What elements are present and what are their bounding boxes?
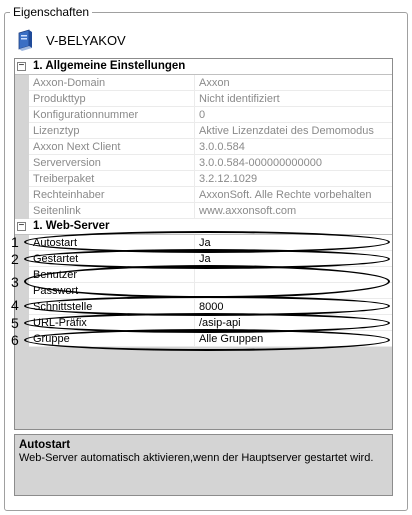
property-name: Treiberpaket	[29, 171, 195, 187]
property-name: Schnittstelle	[29, 299, 195, 315]
property-value: Aktive Lizenzdatei des Demomodus	[195, 123, 392, 139]
annotation-number: 3	[11, 274, 19, 290]
property-row-config-number[interactable]	[15, 107, 392, 123]
property-name: Produkttyp	[29, 91, 195, 107]
object-header	[16, 28, 126, 52]
property-name: Serverversion	[29, 155, 195, 171]
property-name: Lizenztyp	[29, 123, 195, 139]
property-name: Konfigurationnummer	[29, 107, 195, 123]
property-value[interactable]: Ja	[195, 251, 392, 267]
property-row-driver-pack[interactable]	[15, 171, 392, 187]
annotation-ellipse	[24, 265, 390, 298]
annotation-number: 4	[11, 297, 19, 313]
category-label: 1. Web-Server	[33, 220, 110, 232]
annotation-number: 2	[11, 251, 19, 267]
property-name: URL-Präfix	[29, 315, 195, 331]
property-value[interactable]: 8000	[195, 299, 392, 315]
annotation-number: 5	[11, 315, 19, 331]
object-name: V-BELYAKOV	[46, 32, 126, 48]
property-value: 3.2.12.1029	[195, 171, 392, 187]
property-value: Axxon	[195, 75, 392, 91]
property-row-next-client[interactable]	[15, 139, 392, 155]
category-label: 1. Allgemeine Einstellungen	[33, 60, 186, 72]
property-name: Axxon Next Client	[29, 139, 195, 155]
description-text: Web-Server automatisch aktivieren,wenn der Hauptserver gestartet wird.	[19, 452, 374, 464]
collapse-icon[interactable]: −	[18, 61, 25, 72]
property-name: Gruppe	[29, 331, 195, 347]
property-name: Passwort	[29, 283, 195, 299]
annotation-number: 1	[11, 234, 19, 250]
annotation-number: 6	[11, 332, 19, 348]
property-name: Seitenlink	[29, 203, 195, 219]
property-row-product-type[interactable]	[15, 91, 392, 107]
property-value[interactable]: /asip-api	[195, 315, 392, 331]
property-row-copyright[interactable]	[15, 187, 392, 203]
property-name: Rechteinhaber	[29, 187, 195, 203]
property-value: 3.0.0.584	[195, 139, 392, 155]
property-row-website[interactable]	[15, 203, 392, 219]
panel-title: Eigenschaften	[10, 5, 92, 19]
property-name: Axxon-Domain	[29, 75, 195, 91]
property-value: www.axxonsoft.com	[195, 203, 392, 219]
property-value: AxxonSoft. Alle Rechte vorbehalten	[195, 187, 392, 203]
property-value[interactable]: Ja	[195, 235, 392, 251]
property-row-server-version[interactable]	[15, 155, 392, 171]
property-value: 3.0.0.584-000000000000	[195, 155, 392, 171]
collapse-icon[interactable]: −	[18, 221, 25, 232]
property-value[interactable]: Alle Gruppen	[195, 331, 392, 347]
annotation-ellipse	[24, 329, 390, 351]
description-title: Autostart	[19, 439, 71, 451]
property-row-license-type[interactable]	[15, 123, 392, 139]
property-name: Benutzer	[29, 267, 195, 283]
property-name: Gestartet	[29, 251, 195, 267]
server-icon	[16, 29, 34, 51]
property-row-axxon-domain[interactable]	[15, 75, 392, 91]
property-value: Nicht identifiziert	[195, 91, 392, 107]
property-value: 0	[195, 107, 392, 123]
category-general-settings[interactable]	[15, 59, 392, 75]
property-name: Autostart	[29, 235, 195, 251]
description-pane	[14, 434, 393, 496]
